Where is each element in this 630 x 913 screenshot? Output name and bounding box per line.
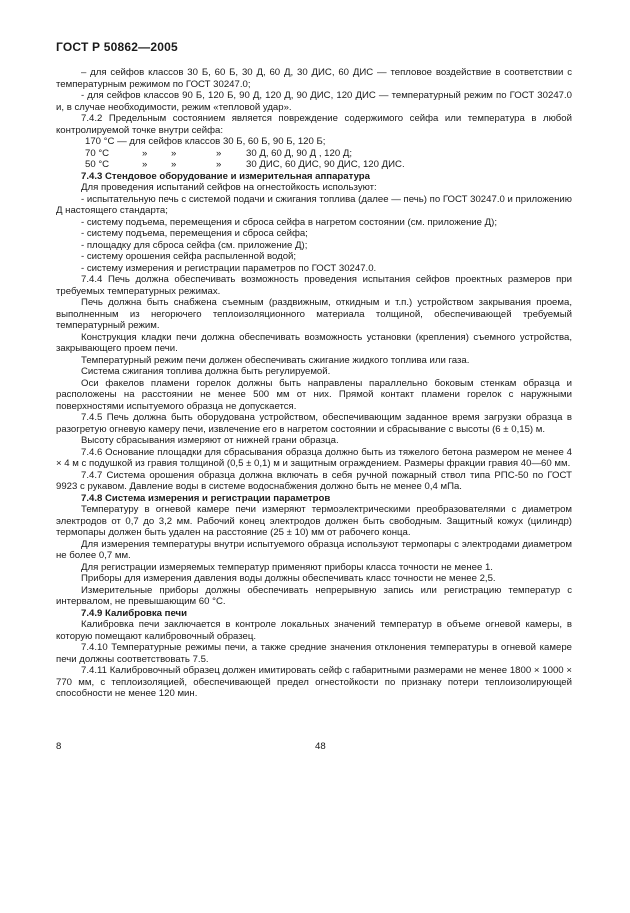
- list-item: - площадку для сброса сейфа (см. приложение Д);: [81, 239, 308, 251]
- temperature-row: [56, 159, 572, 171]
- temperature-value: 50 °C: [85, 159, 110, 170]
- paragraph: 7.4.7 Система орошения образца должна включать в себя ручной пожарный ствол типа РПС-50 по ГОСТ 9923 с рукавом. Давление воды в системе водоснабжения должно быть не менее 0,4 мПа.: [56, 469, 572, 492]
- paragraph: 7.4.4 Печь должна обеспечивать возможность проведения испытания сейфов проектных размеров при требуемых температурных режимах.: [56, 274, 572, 297]
- paragraph: Приборы для измерения давления воды должны обеспечивать класс точности не менее 2,5.: [81, 573, 496, 584]
- ditto-mark: »: [216, 147, 222, 159]
- paragraph: Оси факелов пламени горелок должны быть направлены параллельно боковым стенкам образца и расположены на расстоянии не менее 500 мм от них. Прямой контакт пламени горелок с наружными поверхностями испытуемого образца не допускается.: [56, 377, 572, 412]
- paragraph: Температуру в огневой камере печи измеряют термоэлектрическими преобразователями с диаметром электродов от 0,7 до 3,2 мм. Рабочий конец электродов должен быть свободным. Защитный кожух (цилиндр) термопары должен быть удален на расстояние (25 ± 10) мм от рабочего конца.: [56, 504, 572, 538]
- section-heading: 7.4.3 Стендовое оборудование и измерительная аппаратура: [81, 170, 370, 182]
- paragraph: 7.4.10 Температурные режимы печи, а также средние значения отклонения температуры в огневой камере печи должны соответствовать 7.5.: [56, 642, 572, 665]
- paragraph: Печь должна быть снабжена съемным (раздвижным, откидным и т.п.) устройством закрывания проема, выполненным из негорючего теплоизоляционного материала толщиной, обеспечивающей требуемый температурный режим.: [56, 297, 572, 331]
- paragraph: 7.4.2 Предельным состоянием является повреждение содержимого сейфа или температура в любой контролируемой точке внутри сейфа:: [56, 113, 572, 136]
- paragraph: Конструкция кладки печи должна обеспечивать возможность установки (крепления) съемного устройства, закрывающего проем печи.: [56, 331, 572, 354]
- paragraph: 7.4.11 Калибровочный образец должен имитировать сейф с габаритными размерами не менее 1800 × 1000 × 770 мм, с теплоизоляцией, обеспечивающей предел огнестойкости по признаку потери теплоизолирующей способности не менее 120 мин.: [56, 665, 572, 699]
- section-heading: 7.4.8 Система измерения и регистрации параметров: [81, 492, 331, 504]
- list-item: - систему измерения и регистрации параметров по ГОСТ 30247.0.: [81, 262, 377, 274]
- paragraph: – для сейфов классов 30 Б, 60 Б, 30 Д, 60 Д, 30 ДИС, 60 ДИС — тепловое воздействие в соответствии с температурным режимом по ГОСТ 30247.0;: [56, 67, 572, 90]
- safe-classes: 30 ДИС, 60 ДИС, 90 ДИС, 120 ДИС.: [246, 159, 405, 170]
- paragraph: Для проведения испытаний сейфов на огнестойкость используют:: [81, 182, 377, 193]
- ditto-mark: »: [171, 147, 177, 159]
- paragraph: Температурный режим печи должен обеспечивать сжигание жидкого топлива или газа.: [81, 354, 470, 366]
- ditto-mark: »: [142, 147, 148, 159]
- ditto-mark: »: [142, 159, 148, 170]
- list-item: - испытательную печь с системой подачи и сжигания топлива (далее — печь) по ГОСТ 30247.0 и приложению Д настоящего стандарта;: [56, 193, 572, 216]
- temperature-value: 70 °C: [85, 147, 110, 159]
- paragraph: 7.4.6 Основание площадки для сбрасывания образца должно быть из тяжелого бетона размером не менее 4 × 4 м с подушкой из гравия толщиной (0,5 ± 0,1) м и защитным ограждением. Размеры фракции гравия 40—60 мм.: [56, 446, 572, 469]
- section-heading: 7.4.9 Калибровка печи: [81, 607, 188, 619]
- document-header: ГОСТ Р 50862—2005: [56, 40, 178, 54]
- ditto-mark: »: [171, 159, 177, 170]
- paragraph: Калибровка печи заключается в контроле локальных значений температур в объеме огневой камеры, в которую помещают калибровочный образец.: [56, 619, 572, 642]
- paragraph: Для измерения температуры внутри испытуемого образца используют термопары с электродами диаметром не более 0,7 мм.: [56, 538, 572, 561]
- paragraph: Измерительные приборы должны обеспечивать непрерывную запись или регистрацию температур с интервалом, не превышающим 60 °С.: [56, 584, 572, 607]
- temperature-value: 170 °C — для сейфов классов 30 Б, 60 Б, 90 Б, 120 Б;: [85, 136, 326, 147]
- page-number: 8: [56, 741, 62, 752]
- paragraph: Для регистрации измеряемых температур применяют приборы класса точности не менее 1.: [81, 561, 493, 573]
- list-item: - систему подъема, перемещения и сброса сейфа;: [81, 228, 308, 239]
- temperature-row: [56, 136, 572, 148]
- temperature-row: [56, 148, 572, 160]
- paragraph: 7.4.5 Печь должна быть оборудована устройством, обеспечивающим заданное время загрузки образца в разогретую огневую камеру печи, извлечение его в нагретом состоянии и сбрасывание с высоты (6 ± 0,15) м.: [56, 412, 572, 435]
- paragraph: - для сейфов классов 90 Б, 120 Б, 90 Д, 120 Д, 90 ДИС, 120 ДИС — температурный режим по ГОСТ 30247.0 и, в случае необходимости, режим «тепловой удар».: [56, 90, 572, 113]
- ditto-mark: »: [216, 159, 222, 170]
- safe-classes: 30 Д, 60 Д, 90 Д , 120 Д;: [246, 147, 352, 159]
- list-item: - систему орошения сейфа распыленной водой;: [81, 251, 297, 262]
- sheet-number: 48: [315, 741, 326, 752]
- document-body: [56, 67, 572, 700]
- paragraph: Система сжигания топлива должна быть регулируемой.: [81, 366, 331, 377]
- list-item: - систему подъема, перемещения и сброса сейфа в нагретом состоянии (см. приложение Д);: [81, 216, 498, 228]
- paragraph: Высоту сбрасывания измеряют от нижней грани образца.: [81, 435, 339, 446]
